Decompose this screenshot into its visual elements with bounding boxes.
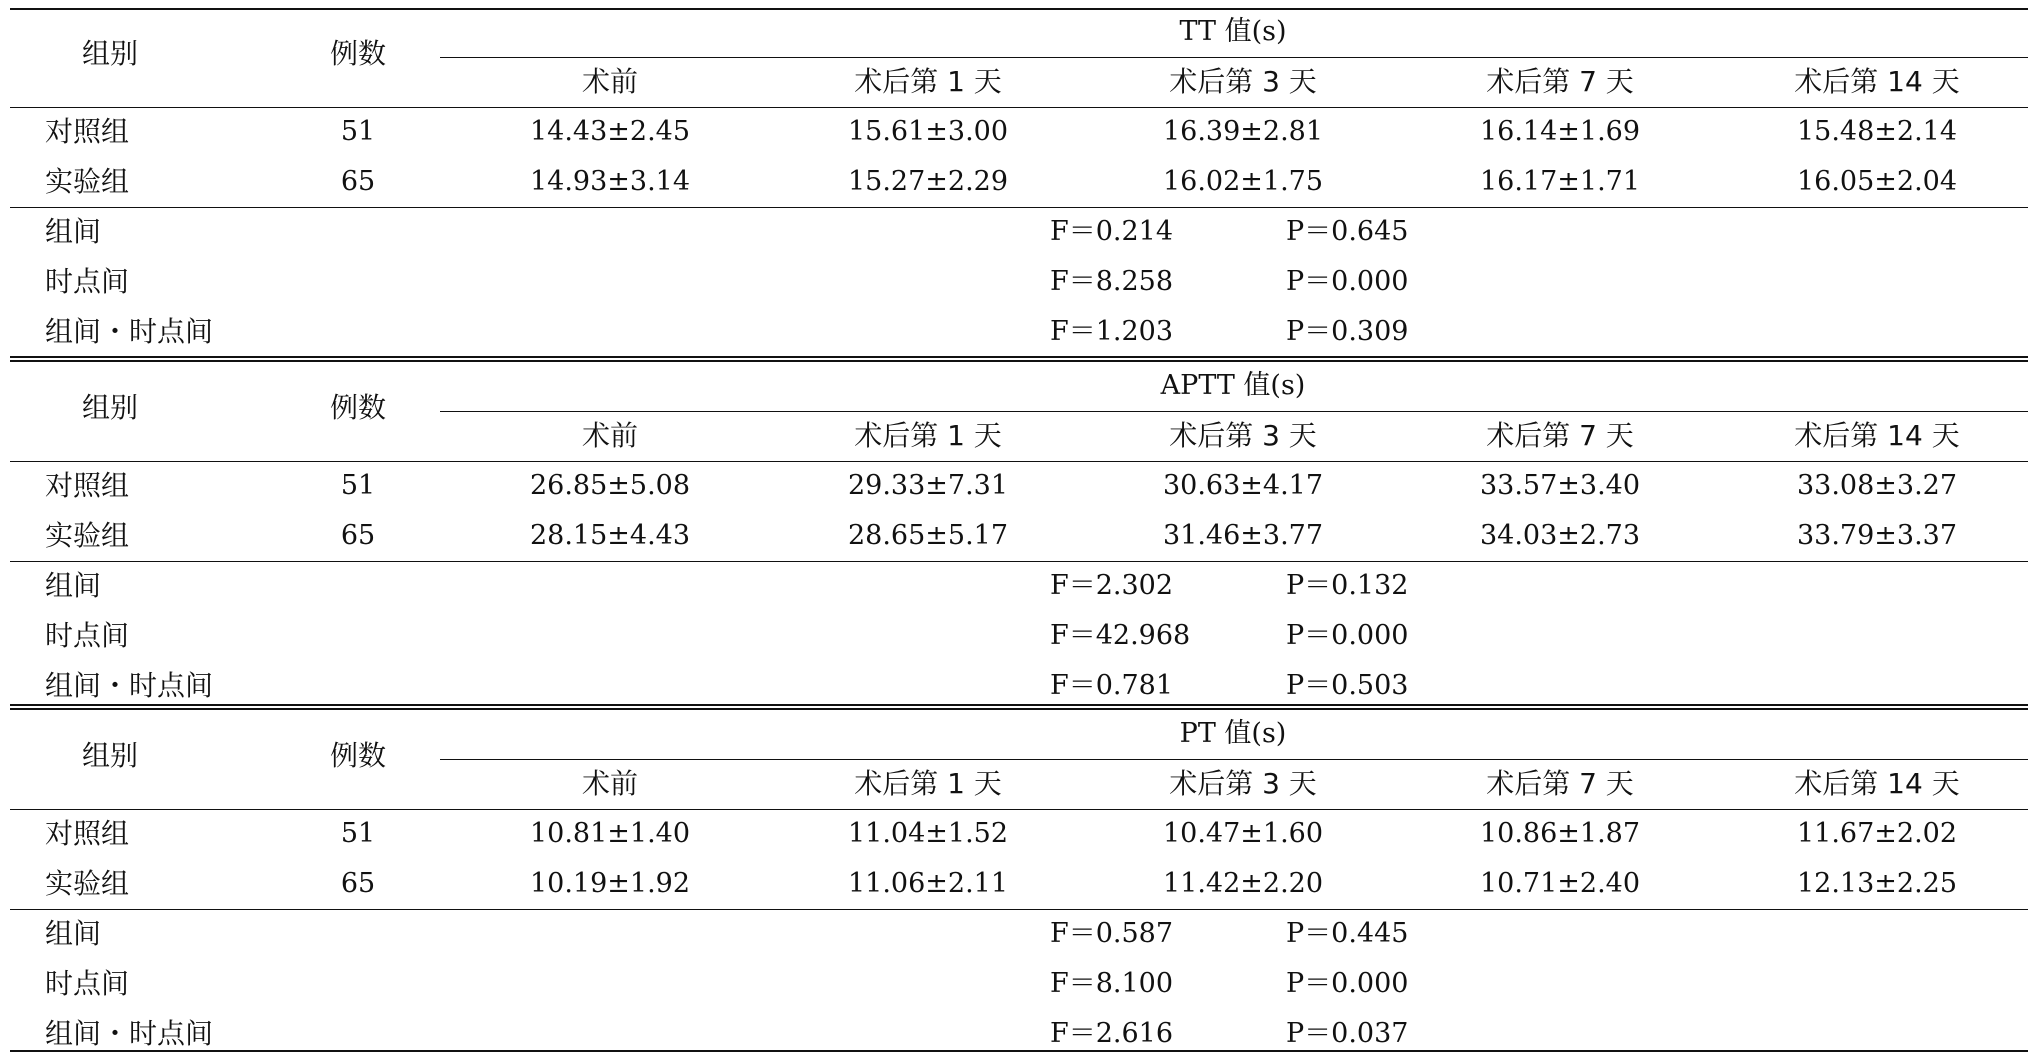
header-count: 例数 <box>329 739 387 772</box>
table-cell-value: 26.85±5.08 <box>529 470 691 501</box>
header-timepoint: 术后第 7 天 <box>1486 65 1634 98</box>
header-timepoint: 术后第 3 天 <box>1169 767 1317 800</box>
table-cell-value: 33.08±3.27 <box>1796 470 1958 501</box>
table-cell-value: 14.43±2.45 <box>529 116 691 147</box>
table-cell-value: 16.14±1.69 <box>1479 116 1641 147</box>
header-timepoint: 术后第 1 天 <box>854 419 1002 452</box>
bottom-rule <box>10 1050 2028 1052</box>
row-group-label: 实验组 <box>45 519 130 552</box>
stat-p-value: P＝0.645 <box>1286 216 1409 247</box>
stat-p-value: P＝0.309 <box>1286 316 1409 347</box>
stat-f-value: F＝8.100 <box>1050 968 1174 999</box>
row-count: 65 <box>340 868 376 899</box>
stat-f-value: F＝2.302 <box>1050 570 1174 601</box>
stat-f-value: F＝0.214 <box>1050 216 1174 247</box>
stat-p-value: P＝0.037 <box>1286 1018 1409 1049</box>
header-rule <box>10 461 2028 462</box>
header-group: 组别 <box>81 391 139 424</box>
header-timepoint: 术后第 1 天 <box>854 767 1002 800</box>
table-cell-value: 10.19±1.92 <box>529 868 691 899</box>
table-cell-value: 16.02±1.75 <box>1162 166 1324 197</box>
header-timepoint: 术后第 3 天 <box>1169 65 1317 98</box>
header-timepoint: 术后第 7 天 <box>1486 767 1634 800</box>
top-rule <box>10 8 2028 10</box>
header-timepoint: 术前 <box>581 65 639 98</box>
header-count: 例数 <box>329 391 387 424</box>
row-group-label: 实验组 <box>45 165 130 198</box>
row-group-label: 对照组 <box>45 469 130 502</box>
stat-f-value: F＝0.781 <box>1050 670 1174 701</box>
stat-label: 组间・时点间 <box>45 669 214 702</box>
subheader-rule <box>440 57 2028 58</box>
stat-p-value: P＝0.503 <box>1286 670 1409 701</box>
row-count: 51 <box>340 116 376 147</box>
subheader-rule <box>440 411 2028 412</box>
data-rule <box>10 909 2028 910</box>
table-section <box>10 356 2028 704</box>
section-title: PT 值(s) <box>1179 718 1287 749</box>
row-group-label: 对照组 <box>45 115 130 148</box>
table-cell-value: 10.47±1.60 <box>1162 818 1324 849</box>
stat-f-value: F＝1.203 <box>1050 316 1174 347</box>
header-timepoint: 术前 <box>581 767 639 800</box>
table-cell-value: 15.48±2.14 <box>1796 116 1958 147</box>
header-timepoint: 术后第 14 天 <box>1794 65 1960 98</box>
table-cell-value: 33.57±3.40 <box>1479 470 1641 501</box>
table-cell-value: 15.27±2.29 <box>847 166 1009 197</box>
row-group-label: 对照组 <box>45 817 130 850</box>
stat-label: 时点间 <box>45 265 130 298</box>
row-group-label: 实验组 <box>45 867 130 900</box>
table-cell-value: 10.71±2.40 <box>1479 868 1641 899</box>
row-count: 51 <box>340 470 376 501</box>
table-cell-value: 33.79±3.37 <box>1796 520 1958 551</box>
table-cell-value: 11.06±2.11 <box>847 868 1009 899</box>
stat-label: 组间・时点间 <box>45 315 214 348</box>
stat-label: 组间 <box>45 215 102 248</box>
header-timepoint: 术后第 14 天 <box>1794 767 1960 800</box>
table-cell-value: 10.81±1.40 <box>529 818 691 849</box>
header-timepoint: 术前 <box>581 419 639 452</box>
header-timepoint: 术后第 3 天 <box>1169 419 1317 452</box>
header-rule <box>10 809 2028 810</box>
stat-label: 组间 <box>45 569 102 602</box>
stat-label: 时点间 <box>45 619 130 652</box>
header-group: 组别 <box>81 739 139 772</box>
table-cell-value: 11.42±2.20 <box>1162 868 1324 899</box>
table-cell-value: 10.86±1.87 <box>1479 818 1641 849</box>
table-cell-value: 11.04±1.52 <box>847 818 1009 849</box>
stat-p-value: P＝0.132 <box>1286 570 1409 601</box>
table-cell-value: 28.15±4.43 <box>529 520 691 551</box>
row-count: 65 <box>340 166 376 197</box>
table-cell-value: 16.17±1.71 <box>1479 166 1641 197</box>
stat-p-value: P＝0.000 <box>1286 968 1409 999</box>
header-group: 组别 <box>81 37 139 70</box>
section-title: APTT 值(s) <box>1160 370 1306 401</box>
table-section <box>10 8 2028 356</box>
table-cell-value: 12.13±2.25 <box>1796 868 1958 899</box>
stat-f-value: F＝2.616 <box>1050 1018 1174 1049</box>
table-cell-value: 11.67±2.02 <box>1796 818 1958 849</box>
table-cell-value: 30.63±4.17 <box>1162 470 1324 501</box>
header-timepoint: 术后第 14 天 <box>1794 419 1960 452</box>
stat-p-value: P＝0.445 <box>1286 918 1409 949</box>
table-cell-value: 29.33±7.31 <box>847 470 1009 501</box>
subheader-rule <box>440 759 2028 760</box>
row-count: 65 <box>340 520 376 551</box>
table-cell-value: 28.65±5.17 <box>847 520 1009 551</box>
row-count: 51 <box>340 818 376 849</box>
results-table <box>10 8 2028 1052</box>
table-cell-value: 16.05±2.04 <box>1796 166 1958 197</box>
data-rule <box>10 207 2028 208</box>
table-cell-value: 31.46±3.77 <box>1162 520 1324 551</box>
stat-label: 时点间 <box>45 967 130 1000</box>
stat-p-value: P＝0.000 <box>1286 266 1409 297</box>
stat-p-value: P＝0.000 <box>1286 620 1409 651</box>
stat-f-value: F＝42.968 <box>1050 620 1191 651</box>
stat-label: 组间・时点间 <box>45 1017 214 1050</box>
stat-f-value: F＝0.587 <box>1050 918 1174 949</box>
stat-label: 组间 <box>45 917 102 950</box>
header-timepoint: 术后第 1 天 <box>854 65 1002 98</box>
table-cell-value: 34.03±2.73 <box>1479 520 1641 551</box>
section-title: TT 值(s) <box>1179 16 1287 47</box>
data-rule <box>10 561 2028 562</box>
table-cell-value: 15.61±3.00 <box>847 116 1009 147</box>
header-timepoint: 术后第 7 天 <box>1486 419 1634 452</box>
table-cell-value: 14.93±3.14 <box>529 166 691 197</box>
header-rule <box>10 107 2028 108</box>
stat-f-value: F＝8.258 <box>1050 266 1174 297</box>
table-section <box>10 704 2028 1052</box>
header-count: 例数 <box>329 37 387 70</box>
table-cell-value: 16.39±2.81 <box>1162 116 1324 147</box>
